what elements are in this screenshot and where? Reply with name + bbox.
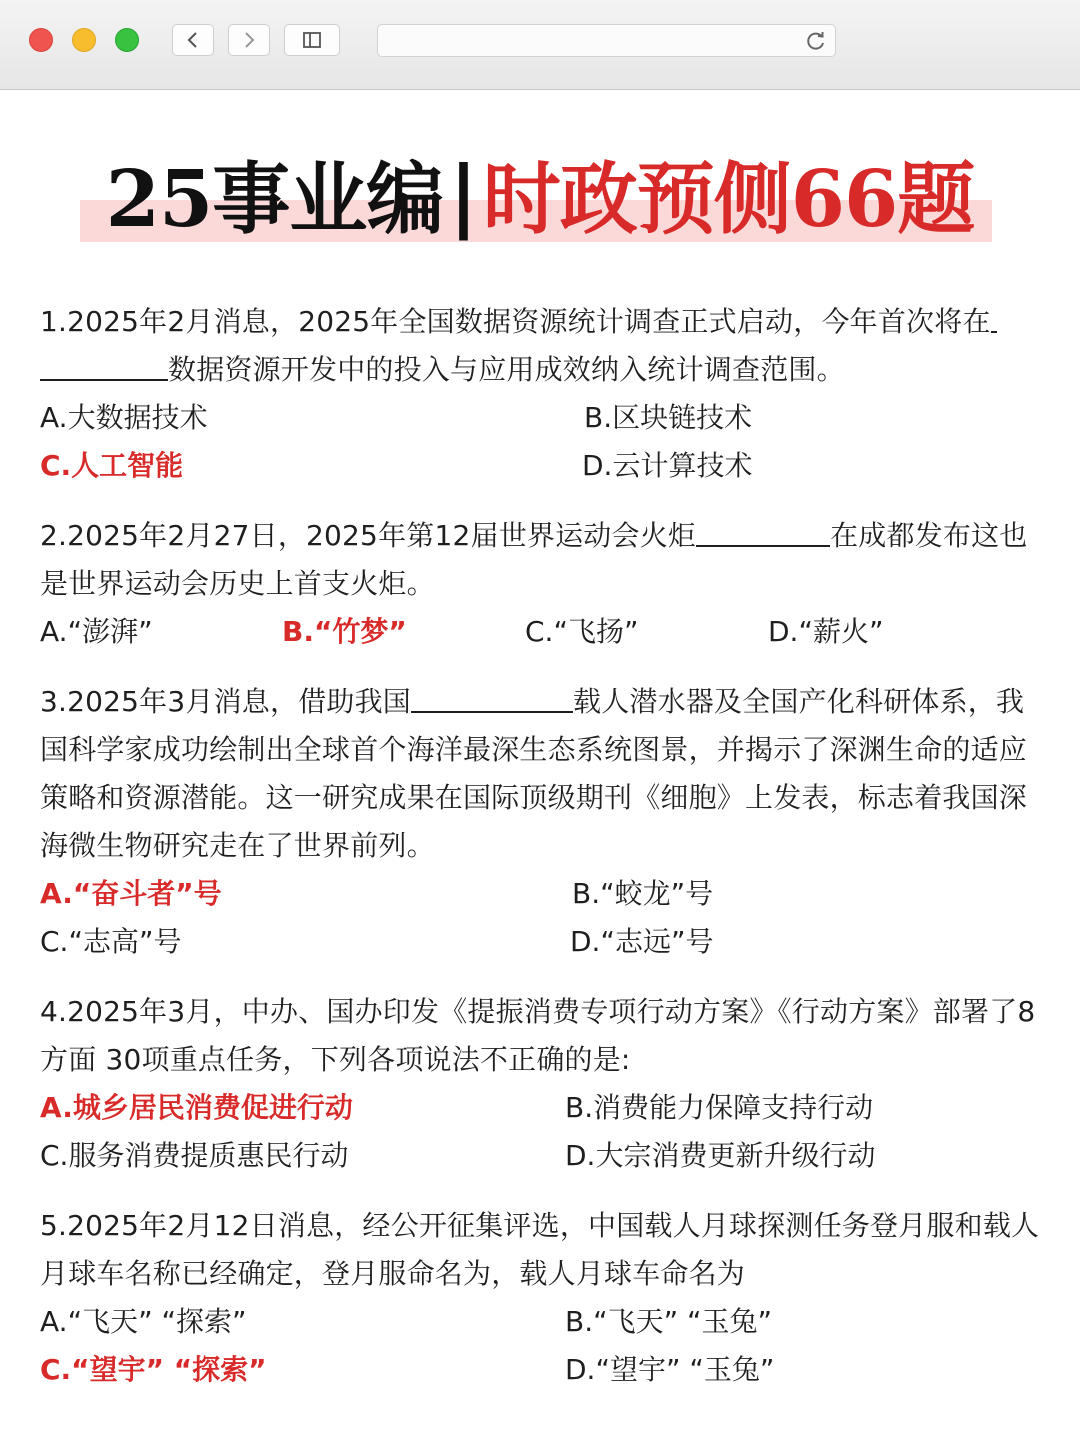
question-text: 数据资源开发中的投入与应用成效纳入统计调查范围。 [168, 353, 845, 386]
chevron-left-icon [186, 31, 200, 49]
option-list [40, 608, 1040, 656]
option-b[interactable]: B.消费能力保障支持行动 [565, 1091, 874, 1124]
option-b[interactable]: B.区块链技术 [584, 401, 753, 434]
reload-icon[interactable] [805, 30, 827, 52]
browser-toolbar [0, 0, 1080, 90]
minimize-window-button[interactable] [72, 28, 96, 52]
option-a[interactable]: A.“奋斗者”号 [40, 877, 222, 910]
option-list [40, 1084, 1040, 1180]
option-c[interactable]: C.“望宇” “探索” [40, 1353, 267, 1386]
question-5 [40, 1202, 1040, 1394]
question-4 [40, 988, 1040, 1180]
option-b[interactable]: B.“竹梦” [282, 615, 407, 648]
question-1 [40, 298, 1040, 490]
title-left: 25事业编 [105, 154, 444, 245]
title-right: 时政预侧66题 [482, 154, 975, 245]
option-d[interactable]: D.“望宇” “玉兔” [565, 1353, 775, 1386]
answer-blank [40, 353, 168, 381]
option-a[interactable]: A.“澎湃” [40, 615, 153, 648]
sidebar-toggle-button[interactable] [284, 24, 340, 56]
page-title [0, 150, 1080, 250]
question-stem [40, 678, 1040, 870]
question-2 [40, 512, 1040, 656]
sidebar-icon [302, 31, 322, 49]
option-d[interactable]: D.大宗消费更新升级行动 [565, 1139, 876, 1172]
close-window-button[interactable] [29, 28, 53, 52]
question-text: 1.2025年2月消息，2025年全国数据资源统计调查正式启动，今年首次将在 [40, 305, 991, 338]
question-stem [40, 298, 1040, 394]
question-3 [40, 678, 1040, 966]
option-b[interactable]: B.“飞天” “玉兔” [565, 1305, 773, 1338]
question-stem: 5.2025年2月12日消息，经公开征集评选，中国载人月球探测任务登月服和载人月球车名称已经确定，登月服命名为，载人月球车命名为 [40, 1209, 1040, 1290]
title-separator: | [449, 151, 477, 241]
option-d[interactable]: D.“志远”号 [570, 925, 714, 958]
question-text: 在成都发布这也是世界运动会历史上首支火炬。 [40, 519, 1028, 600]
option-b[interactable]: B.“蛟龙”号 [572, 877, 714, 910]
question-list [40, 298, 1040, 1416]
address-bar[interactable] [377, 24, 836, 57]
option-c[interactable]: C.“飞扬” [525, 615, 639, 648]
question-text: 载人潜水器及全国产化科研体系，我国科学家成功绘制出全球首个海洋最深生态系统图景，并揭示了深渊生命的适应策略和资源潜能。这一研究成果在国际顶级期刊《细胞》上发表，标志着我国深海微生物研究走在了世界前列。 [40, 685, 1028, 862]
question-stem: 4.2025年3月，中办、国办印发《提振消费专项行动方案》《行动方案》部署了8方面 30项重点任务，下列各项说法不正确的是: [40, 995, 1036, 1076]
question-stem [40, 512, 1040, 608]
back-button[interactable] [172, 24, 214, 56]
chevron-right-icon [242, 31, 256, 49]
option-a[interactable]: A.“飞天” “探索” [40, 1305, 247, 1338]
option-list [40, 870, 1040, 966]
option-list [40, 394, 1040, 490]
option-a[interactable]: A.城乡居民消费促进行动 [40, 1091, 353, 1124]
option-c[interactable]: C.人工智能 [40, 449, 184, 482]
forward-button[interactable] [228, 24, 270, 56]
question-text: 2.2025年2月27日，2025年第12届世界运动会火炬 [40, 519, 697, 552]
answer-blank [991, 305, 997, 333]
answer-blank [411, 685, 573, 713]
option-list [40, 1298, 1040, 1394]
zoom-window-button[interactable] [115, 28, 139, 52]
option-d[interactable]: D.“薪火” [768, 615, 884, 648]
option-d[interactable]: D.云计算技术 [582, 449, 753, 482]
answer-blank [696, 519, 830, 547]
question-text: 3.2025年3月消息，借助我国 [40, 685, 411, 718]
option-c[interactable]: C.“志高”号 [40, 925, 182, 958]
option-a[interactable]: A.大数据技术 [40, 401, 208, 434]
option-c[interactable]: C.服务消费提质惠民行动 [40, 1139, 349, 1172]
